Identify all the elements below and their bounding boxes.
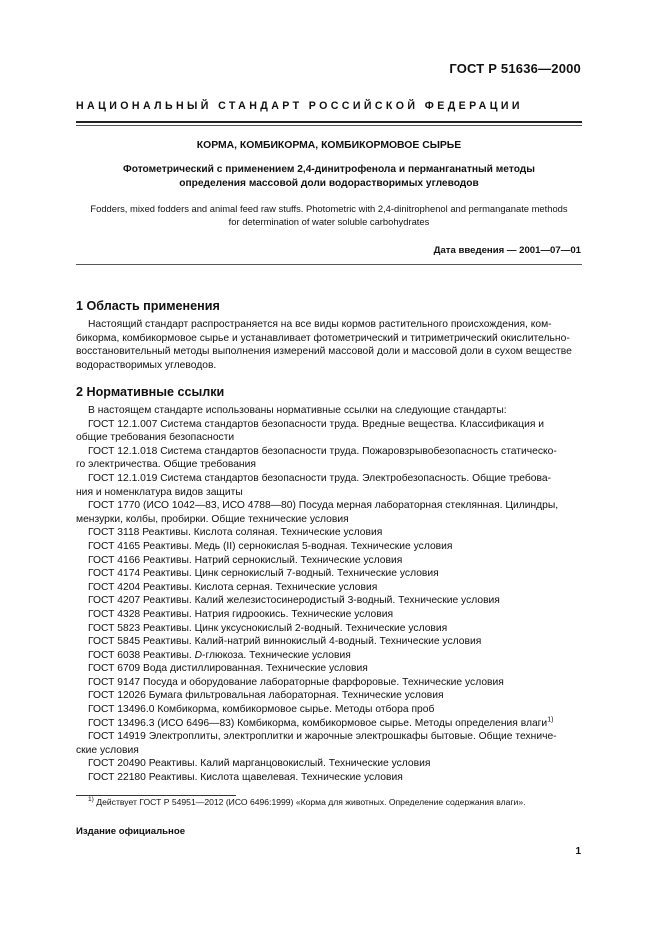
reference-line [76,676,582,690]
national-standard-heading: НАЦИОНАЛЬНЫЙ СТАНДАРТ РОССИЙСКОЙ ФЕДЕРАЦИИ [76,100,523,112]
title-block-rule [76,264,582,265]
reference-item [76,567,582,581]
header-rule-thick [76,121,582,123]
reference-text: -глюкоза. Технические условия [202,649,351,661]
reference-text: ГОСТ 13496.0 Комбикорма, комбикормовое сырье. Методы отбора проб [88,704,435,716]
footnote [88,797,526,807]
section-1-heading: 1 Область применения [76,299,220,313]
reference-text: ГОСТ 4165 Реактивы. Медь (II) сернокислая 5-водная. Технические условия [88,540,453,552]
reference-line [76,608,582,622]
reference-text: ГОСТ 5823 Реактивы. Цинк уксуснокислый 2-водный. Технические условия [88,622,448,634]
references-container [76,418,582,785]
reference-text: ГОСТ 9147 Посуда и оборудование лабораторные фарфоровые. Технические условия [88,676,504,688]
reference-text: ГОСТ 20490 Реактивы. Калий марганцовокислый. Технические условия [88,758,431,770]
reference-text: ГОСТ 1770 (ИСО 1042—83, ИСО 4788—80) Посуда мерная лабораторная стеклянная. Цилиндры, [88,500,559,512]
reference-line [76,635,582,649]
reference-continuation: общие требования безопасности [76,432,235,444]
reference-text: ГОСТ 12.1.018 Система стандартов безопасности труда. Пожаровзрывобезопасность статическо- [88,445,557,457]
footnote-rule [76,795,236,796]
reference-continuation: ния и номенклатура видов защиты [76,486,243,498]
reference-item [76,703,582,717]
reference-line [76,717,582,731]
section-scope [76,299,582,372]
reference-text: ГОСТ 12.1.007 Система стандартов безопасности труда. Вредные вещества. Классификация и [88,418,545,430]
official-edition-label: Издание официальное [76,826,186,837]
reference-item [76,662,582,676]
reference-item [76,689,582,703]
reference-item [76,581,582,595]
section-2-heading: 2 Нормативные ссылки [76,385,225,399]
reference-line [76,771,582,785]
reference-item [76,472,582,499]
reference-text: ГОСТ 4328 Реактивы. Натрия гидроокись. Технические условия [88,608,394,620]
reference-item [76,540,582,554]
reference-line [76,662,582,676]
english-title-line-1: Fodders, mixed fodders and animal feed raw stuffs. Photometric with 2,4-dinitrophenol and permanganate methods [90,203,568,214]
references-list [76,404,582,785]
section-1-line: водорастворимых углеводов. [76,359,217,371]
reference-line [76,445,582,459]
reference-continuation: го электричества. Общие требования [76,459,256,471]
reference-item [76,771,582,785]
reference-line [76,554,582,568]
introduction-date: Дата введения — 2001—07—01 [433,245,581,256]
subtitle-line-1: Фотометрический с применением 2,4-динитрофенола и перманганатный методы [123,164,535,175]
references-intro: В настоящем стандарте использованы нормативные ссылки на следующие стандарты: [88,405,507,416]
reference-text: ГОСТ 4207 Реактивы. Калий железистосинеродистый 3-водный. Технические условия [88,595,500,607]
reference-continuation: ские условия [76,744,139,756]
section-1-line: восстановительный методы выполнения измерений массовой доли и массовой доли в сухом веществе [76,346,572,358]
reference-item [76,730,582,757]
standard-title: КОРМА, КОМБИКОРМА, КОМБИКОРМОВОЕ СЫРЬЕ [196,140,462,151]
reference-item [76,676,582,690]
reference-item [76,717,582,731]
reference-text: ГОСТ 4174 Реактивы. Цинк сернокислый 7-водный. Технические условия [88,568,439,580]
section-normative-references [76,385,582,785]
reference-line [76,622,582,636]
section-1-line: Настоящий стандарт распространяется на все виды кормов растительного происхождения, ком- [88,319,552,330]
footnote-reference-mark: 1) [547,716,554,724]
reference-item [76,635,582,649]
reference-text: ГОСТ 12.1.019 Система стандартов безопасности труда. Электробезопасность. Общие требова- [88,472,552,484]
reference-text: ГОСТ 4166 Реактивы. Натрий сернокислый. Технические условия [88,554,403,566]
reference-line [76,540,582,554]
reference-text: ГОСТ 6038 Реактивы. [88,649,195,661]
english-title-line-2: for determination of water soluble carbohydrates [228,215,430,227]
reference-line [76,649,582,663]
reference-item [76,499,582,526]
reference-item [76,554,582,568]
reference-text: ГОСТ 4204 Реактивы. Кислота серная. Технические условия [88,581,378,593]
reference-line [76,594,582,608]
reference-line [76,730,582,744]
header-rule-thin [76,125,582,126]
section-1-body [76,318,582,372]
footnote-mark: 1) [88,796,94,804]
reference-text: ГОСТ 3118 Реактивы. Кислота соляная. Технические условия [88,527,383,539]
reference-line [76,418,582,432]
reference-line [76,499,582,513]
footnote-text: Действует ГОСТ Р 54951—2012 (ИСО 6496:1999) «Корма для животных. Определение содержания влаги». [93,797,526,807]
reference-line [76,567,582,581]
reference-continuation: мензурки, колбы, пробирки. Общие технические условия [76,513,349,525]
document-code: ГОСТ Р 51636—2000 [449,61,581,76]
reference-line [76,757,582,771]
section-1-line: бикорма, комбикормовое сырье и устанавливает фотометрический и титриметрический окислительно- [76,332,570,344]
reference-text: ГОСТ 5845 Реактивы. Калий-натрий виннокислый 4-водный. Технические условия [88,636,482,648]
reference-text: ГОСТ 13496.3 (ИСО 6496—83) Комбикорма, комбикормовое сырье. Методы определения влаги [88,717,548,729]
reference-text: ГОСТ 22180 Реактивы. Кислота щавелевая. Технические условия [88,772,403,784]
standard-subtitle [76,163,582,191]
reference-line [76,689,582,703]
reference-text: ГОСТ 14919 Электроплиты, электроплитки и жарочные электрошкафы бытовые. Общие техниче- [88,731,557,743]
reference-italic: D [194,649,203,661]
reference-item [76,757,582,771]
reference-line [76,703,582,717]
subtitle-line-2: определения массовой доли водорастворимых углеводов [179,178,479,189]
reference-line [76,472,582,486]
reference-text: ГОСТ 12026 Бумага фильтровальная лабораторная. Технические условия [88,690,444,702]
reference-text: ГОСТ 6709 Вода дистиллированная. Технические условия [88,663,368,675]
reference-line [76,526,582,540]
reference-item [76,594,582,608]
reference-item [76,445,582,472]
page-number: 1 [575,846,581,857]
reference-item [76,649,582,663]
reference-line [76,581,582,595]
reference-item [76,526,582,540]
reference-item [76,418,582,445]
reference-item [76,608,582,622]
reference-item [76,622,582,636]
english-title [76,203,582,228]
